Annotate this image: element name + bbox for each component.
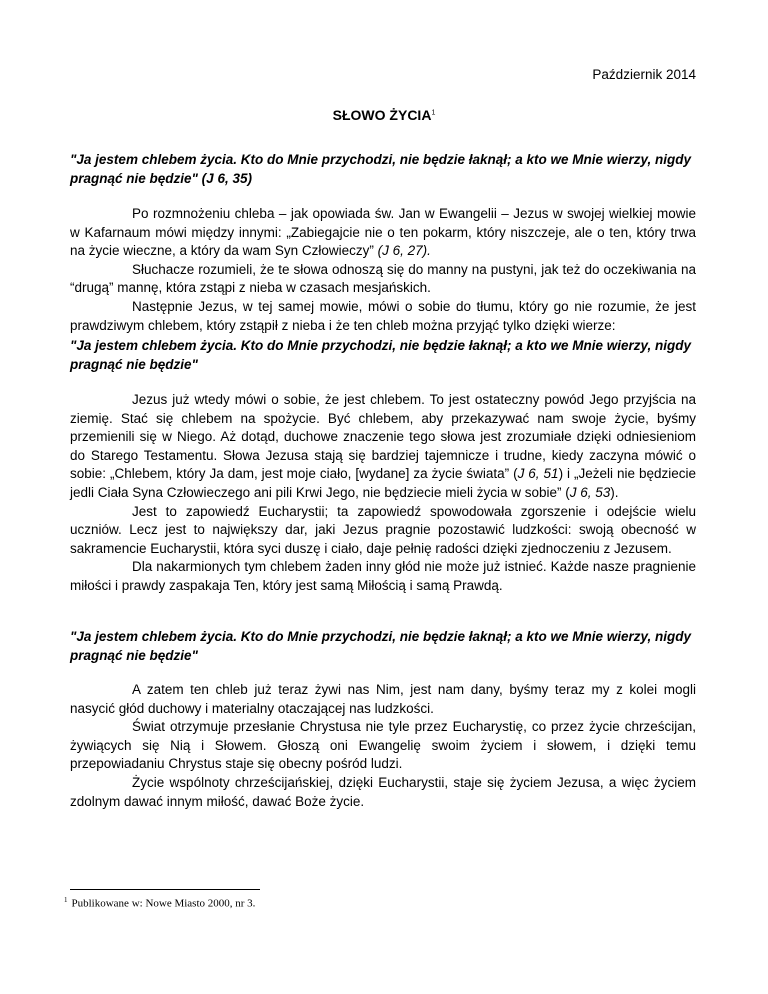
footnote-separator bbox=[70, 889, 260, 890]
scripture-ref: (J 6, 27). bbox=[377, 243, 431, 259]
quote-2: "Ja jestem chlebem życia. Kto do Mnie przychodzi, nie będzie łaknął; a kto we Mnie wierzy, nigdy pragnąć nie będzie" bbox=[70, 338, 692, 372]
quote-3: "Ja jestem chlebem życia. Kto do Mnie przychodzi, nie będzie łaknął; a kto we Mnie wierzy, nigdy pragnąć nie będzie" bbox=[70, 629, 692, 663]
section-3 bbox=[70, 681, 696, 811]
date: Październik 2014 bbox=[592, 67, 696, 82]
footnote-ref: 1 bbox=[431, 109, 436, 117]
quote-1: "Ja jestem chlebem życia. Kto do Mnie przychodzi, nie będzie łaknął; a kto we Mnie wierzy, nigdy pragnąć nie będzie" (J 6, 35) bbox=[70, 152, 692, 186]
paragraph: Świat otrzymuje przesłanie Chrystusa nie tyle przez Eucharystię, co przez życie chrześcijan, żywiących się Nią i Słowem. Głoszą oni Ewangelię swoim życiem i słowem, i dzięki temu przepowiadaniu Chrystus staje się obecny pośród ludzi. bbox=[70, 719, 696, 772]
paragraph: Słuchacze rozumieli, że te słowa odnoszą się do manny na pustyni, jak też do oczekiwania na “drugą” mannę, która zstąpi z nieba w czasach mesjańskich. bbox=[70, 261, 696, 296]
page-title bbox=[0, 107, 768, 123]
section-2 bbox=[70, 391, 696, 596]
paragraph: Po rozmnożeniu chleba – jak opowiada św. Jan w Ewangelii – Jezus w swojej wielkiej mowie w Kafarnaum mówi między innymi: „Zabiegajcie nie o ten pokarm, który niszczeje, ale o ten, który trwa na życie wieczne, a który da wam Syn Człowieczy” (J 6, 27). bbox=[70, 206, 696, 259]
footnote-mark: 1 bbox=[64, 896, 68, 904]
section-1 bbox=[70, 205, 696, 335]
paragraph: Jest to zapowiedź Eucharystii; ta zapowiedź spowodowała zgorszenie i odejście wielu uczniów. Lecz jest to największy dar, jaki Jezus pragnie pozostawić ludzkości: swoją obecność w sakramencie Eucharystii, która syci duszę i ciało, daje pełnię radości dzięki zjednoczeniu z Jezusem. bbox=[70, 503, 696, 556]
scripture-ref: J 6, 53 bbox=[569, 484, 611, 500]
footnote-text: Publikowane w: Nowe Miasto 2000, nr 3. bbox=[71, 897, 256, 910]
paragraph: Życie wspólnoty chrześcijańskiej, dzięki Eucharystii, staje się życiem Jezusa, a więc życiem zdolnym dawać innym miłość, dawać Boże życie. bbox=[70, 774, 696, 809]
paragraph: Dla nakarmionych tym chlebem żaden inny głód nie może już istnieć. Każde nasze pragnienie miłości i prawdy zaspakaja Ten, który jest samą Miłością i samą Prawdą. bbox=[70, 559, 696, 593]
paragraph: A zatem ten chleb już teraz żywi nas Nim, jest nam dany, byśmy teraz my z kolei mogli nasycić głód duchowy i materialny otaczającej nas ludzkości. bbox=[70, 682, 696, 716]
paragraph: Jezus już wtedy mówi o sobie, że jest chlebem. To jest ostateczny powód Jego przyjścia na ziemię. Stać się chlebem na spożycie. Być chlebem, aby przekazywać nam swoje życie, byśmy przemienili się w Niego. Aż dotąd, duchowe znaczenie tego słowa jest zrozumiałe dzięki odniesieniom do Starego Testamentu. Słowa Jezusa stają się bardziej tajemnicze i trudne, kiedy zaczyna mówić o sobie: „Chlebem, który Ja dam, jest moje ciało, [wydane] za życie świata” (J 6, 51) i „Jeżeli nie będziecie jedli Ciała Syna Człowieczego ani pili Krwi Jego, nie będziecie mieli życia w sobie” (J 6, 53). bbox=[70, 392, 697, 500]
footnote bbox=[64, 896, 255, 910]
paragraph: Następnie Jezus, w tej samej mowie, mówi o sobie do tłumu, który go nie rozumie, że jest prawdziwym chlebem, który zstąpił z nieba i że ten chleb można przyjąć tylko dzięki wierze: bbox=[70, 298, 696, 333]
scripture-ref: J 6, 51 bbox=[517, 466, 559, 482]
title-text: SŁOWO ŻYCIA bbox=[332, 107, 432, 123]
